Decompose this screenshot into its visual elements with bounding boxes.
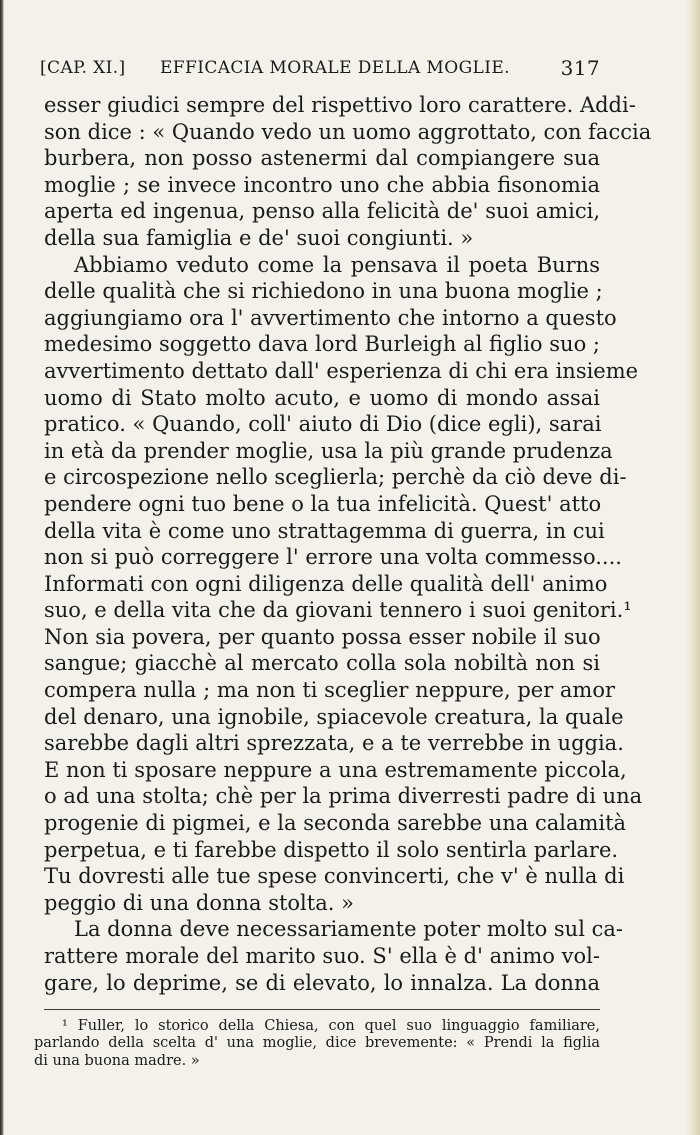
text-line: avvertimento dettato dall' esperienza di chi era insieme — [44, 358, 639, 383]
text-line: della vita è come uno strattagemma di guerra, in cui — [44, 518, 605, 543]
text-line: in età da prender moglie, usa la più grande prudenza — [44, 438, 613, 463]
text-line: peggio di una donna stolta. » — [44, 890, 354, 915]
text-line: La donna deve necessariamente poter molto sul ca- — [74, 917, 623, 942]
text-line: delle qualità che si richiedono in una buona moglie ; — [44, 279, 603, 304]
text-line: compera nulla ; ma non ti sceglier neppure, per amor — [44, 678, 616, 703]
text-line: gare, lo deprime, se di elevato, lo innalza. La donna — [44, 970, 600, 995]
page-edge-right — [686, 0, 700, 1135]
text-line: uomo di Stato molto acuto, e uomo di mondo assai — [44, 385, 600, 410]
text-line: suo, e della vita che da giovani tennero i suoi genitori.¹ — [44, 598, 632, 623]
footnote-line: parlando della scelta d' una moglie, dice brevemente: « Prendi la figlia — [34, 1035, 600, 1052]
footnotes — [34, 1018, 600, 1070]
text-line: sangue; giacchè al mercato colla sola nobiltà non si — [44, 651, 600, 676]
text-line: sarebbe dagli altri sprezzata, e a te verrebbe in uggia. — [44, 731, 624, 756]
body-text — [44, 92, 652, 996]
text-line: burbera, non posso astenermi dal compiangere sua — [44, 146, 600, 171]
text-line: pendere ogni tuo bene o la tua infelicità. Quest' atto — [44, 491, 602, 516]
text-line: pratico. « Quando, coll' aiuto di Dio (dice egli), sarai — [44, 412, 602, 437]
running-head — [40, 58, 600, 82]
text-line: E non ti sposare neppure a una estremamente piccola, — [44, 757, 627, 782]
text-line: del denaro, una ignobile, spiacevole creatura, la quale — [44, 704, 624, 729]
text-line: esser giudici sempre del rispettivo loro carattere. Addi- — [44, 93, 636, 117]
text-line: progenie di pigmei, e la seconda sarebbe una calamità — [44, 811, 627, 836]
text-line: perpetua, e ti farebbe dispetto il solo sentirla parlare. — [44, 837, 619, 862]
footnote-line: di una buona madre. » — [34, 1052, 200, 1069]
running-title: EFFICACIA MORALE DELLA MOGLIE. — [160, 58, 510, 78]
page-number: 317 — [560, 56, 600, 80]
text-line: medesimo soggetto dava lord Burleigh al figlio suo ; — [44, 332, 600, 357]
text-line: Informati con ogni diligenza delle qualità dell' animo — [44, 571, 608, 596]
text-line: della sua famiglia e de' suoi congiunti. » — [44, 225, 474, 250]
chapter-label: [CAP. XI.] — [40, 58, 126, 78]
text-line: aperta ed ingenua, penso alla felicità de' suoi amici, — [44, 199, 600, 224]
text-line: aggiungiamo ora l' avvertimento che intorno a questo — [44, 305, 617, 330]
text-line: moglie ; se invece incontro uno che abbia fisonomia — [44, 172, 600, 197]
text-line: o ad una stolta; chè per la prima diverresti padre di una — [44, 784, 643, 809]
text-line: Tu dovresti alle tue spese convincerti, che v' è nulla di — [44, 864, 625, 889]
text-line: rattere morale del marito suo. S' ella è d' animo vol- — [44, 944, 600, 968]
text-line: Non sia povera, per quanto possa esser nobile il suo — [44, 624, 601, 649]
footnote-separator — [44, 1009, 600, 1010]
footnote-line: ¹ Fuller, lo storico della Chiesa, con quel suo linguaggio familiare, — [62, 1018, 600, 1034]
text-line: e circospezione nello sceglierla; perchè da ciò deve di- — [44, 465, 627, 490]
page-edge-left — [0, 0, 4, 1135]
text-line: non si può correggere l' errore una volta commesso.... — [44, 545, 622, 570]
text-line: son dice : « Quando vedo un uomo aggrottato, con faccia — [44, 119, 652, 144]
text-line: Abbiamo veduto come la pensava il poeta Burns — [74, 252, 600, 277]
